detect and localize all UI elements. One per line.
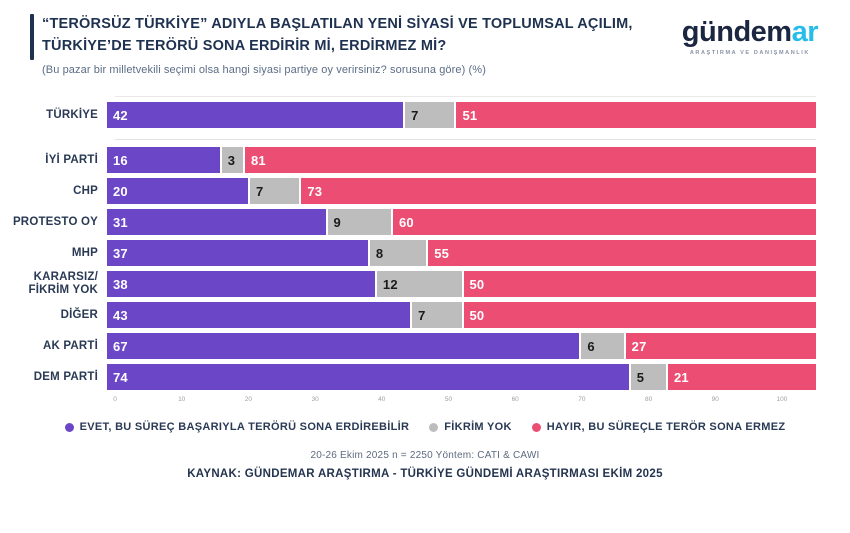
chart-top-gridline bbox=[115, 96, 816, 97]
bar-value-label: 67 bbox=[113, 338, 128, 354]
bar-value-label: 8 bbox=[375, 245, 384, 261]
bar-value-label: 43 bbox=[113, 307, 128, 323]
bar-segment bbox=[107, 178, 248, 204]
bar-segment bbox=[107, 364, 629, 390]
legend-dot-icon bbox=[532, 423, 541, 432]
page-title-line-2: TÜRKİYE’DE TERÖRÜ SONA ERDİRİR Mİ, ERDİRMEZ Mİ? bbox=[42, 38, 447, 55]
bar-value-label: 21 bbox=[673, 369, 689, 385]
bar-segment bbox=[412, 302, 461, 328]
x-axis-tick: 20 bbox=[244, 396, 253, 403]
turkiye-separator-line bbox=[115, 139, 816, 140]
bar-segment bbox=[581, 333, 623, 359]
bar-segment bbox=[107, 271, 375, 297]
x-axis-tick: 10 bbox=[178, 396, 186, 403]
bar-segment bbox=[456, 102, 816, 128]
x-axis-tick: 70 bbox=[578, 396, 586, 403]
bar-segment bbox=[464, 271, 817, 297]
legend-label: FİKRİM YOK bbox=[444, 421, 512, 433]
bar-track bbox=[107, 147, 816, 173]
bar-value-label: 74 bbox=[113, 369, 128, 385]
bar-segment bbox=[250, 178, 299, 204]
bar-value-label: 51 bbox=[462, 107, 478, 123]
bar-segment bbox=[107, 333, 579, 359]
logo-tagline: ARAŞTIRMA VE DANIŞMANLIK bbox=[689, 50, 810, 56]
chart-legend bbox=[0, 421, 850, 433]
chart-row bbox=[0, 302, 816, 328]
x-axis-tick: 100 bbox=[776, 396, 788, 403]
bar-segment bbox=[222, 147, 243, 173]
gundemar-logo bbox=[682, 18, 818, 56]
row-label: İYİ PARTİ bbox=[45, 153, 98, 166]
bar-value-label: 55 bbox=[434, 245, 450, 261]
x-axis bbox=[113, 394, 788, 407]
x-axis-tick: 50 bbox=[444, 396, 453, 403]
bar-track bbox=[107, 240, 816, 266]
bar-value-label: 5 bbox=[636, 369, 645, 385]
legend-item bbox=[429, 421, 512, 433]
bar-track bbox=[107, 333, 816, 359]
bar-value-label: 7 bbox=[418, 307, 426, 323]
chart-row bbox=[0, 333, 816, 359]
bar-segment bbox=[393, 209, 816, 235]
bar-segment bbox=[668, 364, 816, 390]
chart-row bbox=[0, 271, 816, 297]
bar-segment bbox=[626, 333, 816, 359]
bar-track bbox=[107, 302, 816, 328]
bar-value-label: 50 bbox=[469, 276, 485, 292]
methodology-note: 20-26 Ekim 2025 n = 2250 Yöntem: CATI & CAWI bbox=[310, 450, 540, 461]
page-subtitle: (Bu pazar bir milletvekili seçimi olsa hangi siyasi partiye oy verirsiniz? sorusuna göre) (%) bbox=[42, 63, 486, 76]
bar-value-label: 60 bbox=[399, 214, 414, 230]
stacked-bar-chart bbox=[0, 96, 850, 407]
bar-segment bbox=[464, 302, 817, 328]
bar-segment bbox=[245, 147, 816, 173]
bar-value-label: 7 bbox=[411, 107, 419, 123]
chart-row bbox=[0, 147, 816, 173]
bar-value-label: 50 bbox=[469, 307, 485, 323]
row-label: MHP bbox=[71, 246, 98, 259]
bar-value-label: 20 bbox=[113, 183, 128, 199]
row-label: AK PARTİ bbox=[42, 339, 98, 352]
bar-value-label: 73 bbox=[307, 183, 323, 199]
bar-segment bbox=[107, 209, 326, 235]
bar-value-label: 7 bbox=[256, 183, 264, 199]
row-label: CHP bbox=[73, 184, 98, 197]
x-axis-tick: 90 bbox=[711, 396, 719, 403]
legend-item bbox=[65, 421, 410, 433]
row-label: PROTESTO OY bbox=[12, 215, 98, 228]
legend-label: HAYIR, BU SÜREÇLE TERÖR SONA ERMEZ bbox=[546, 421, 786, 433]
bar-value-label: 38 bbox=[113, 276, 128, 292]
bar-segment bbox=[405, 102, 454, 128]
row-label: TÜRKİYE bbox=[46, 108, 98, 121]
row-label: DEM PARTİ bbox=[33, 370, 98, 383]
bar-value-label: 12 bbox=[382, 276, 398, 292]
bar-value-label: 3 bbox=[227, 152, 236, 168]
legend-label: EVET, BU SÜREÇ BAŞARIYLA TERÖRÜ SONA ERDİREBİLİR bbox=[79, 421, 410, 433]
legend-dot-icon bbox=[429, 423, 438, 432]
legend-item bbox=[532, 421, 786, 433]
bar-segment bbox=[107, 102, 403, 128]
title-accent-bar bbox=[30, 14, 34, 60]
bar-segment bbox=[428, 240, 816, 266]
page-title-line-1: “TERÖRSÜZ TÜRKİYE” ADIYLA BAŞLATILAN YENİ SİYASİ VE TOPLUMSAL AÇILIM, bbox=[42, 16, 633, 32]
bar-segment bbox=[370, 240, 426, 266]
x-axis-tick: 80 bbox=[644, 396, 653, 403]
source-note: KAYNAK: GÜNDEMAR ARAŞTIRMA - TÜRKİYE GÜNDEMİ ARAŞTIRMASI EKİM 2025 bbox=[187, 468, 663, 480]
bar-track bbox=[107, 209, 816, 235]
bar-value-label: 81 bbox=[250, 152, 266, 168]
row-label: DİĞER bbox=[60, 308, 98, 321]
chart-row bbox=[0, 102, 816, 128]
chart-row bbox=[0, 209, 816, 235]
bar-segment bbox=[107, 147, 220, 173]
x-axis-tick: 30 bbox=[311, 396, 319, 403]
bar-segment bbox=[301, 178, 816, 204]
logo-text-accent: ar bbox=[791, 16, 818, 48]
bar-value-label: 9 bbox=[333, 214, 341, 230]
bar-segment bbox=[377, 271, 462, 297]
bar-track bbox=[107, 178, 816, 204]
logo-wordmark bbox=[682, 18, 818, 47]
bar-track bbox=[107, 364, 816, 390]
chart-row bbox=[0, 364, 816, 390]
chart-row bbox=[0, 178, 816, 204]
row-label: KARARSIZ/ FİKRİM YOK bbox=[28, 271, 98, 296]
logo-text-primary: gündem bbox=[681, 16, 792, 48]
header bbox=[0, 0, 850, 96]
bar-value-label: 6 bbox=[587, 338, 595, 354]
legend-dot-icon bbox=[65, 423, 74, 432]
bar-value-label: 16 bbox=[113, 152, 128, 168]
bar-value-label: 31 bbox=[113, 214, 128, 230]
x-axis-tick: 40 bbox=[378, 396, 386, 403]
bar-segment bbox=[107, 302, 410, 328]
x-axis-tick: 60 bbox=[511, 396, 519, 403]
bar-segment bbox=[328, 209, 391, 235]
chart-row bbox=[0, 240, 816, 266]
bar-value-label: 37 bbox=[113, 245, 128, 261]
bar-track bbox=[107, 271, 816, 297]
bar-value-label: 42 bbox=[113, 107, 128, 123]
bar-track bbox=[107, 102, 816, 128]
bar-segment bbox=[631, 364, 666, 390]
bar-value-label: 27 bbox=[631, 338, 647, 354]
chart-rows bbox=[0, 102, 816, 390]
bar-segment bbox=[107, 240, 368, 266]
x-axis-tick: 0 bbox=[113, 396, 117, 403]
